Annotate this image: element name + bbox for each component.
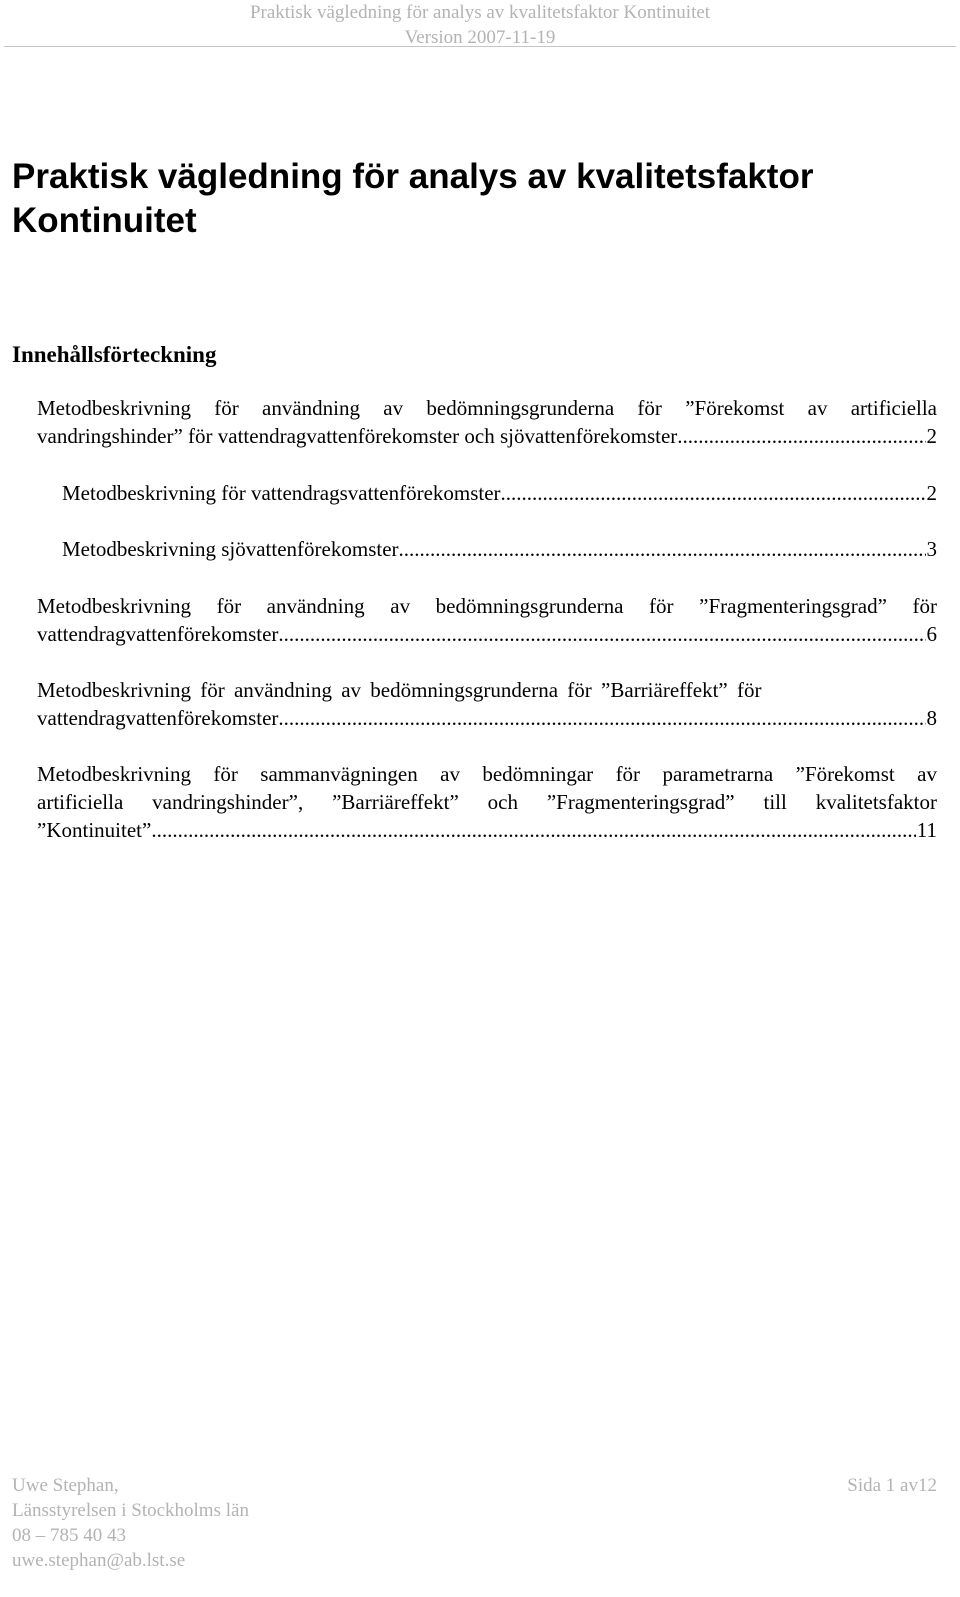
header-divider	[4, 46, 956, 47]
dot-leader	[278, 704, 925, 732]
page-footer	[12, 1473, 937, 1573]
toc-entry-fragmentering[interactable]	[37, 592, 937, 648]
document-title: Praktisk vägledning för analys av kvalitetsfaktor Kontinuitet	[12, 157, 814, 240]
toc-entry-text: vattendragvattenförekomster	[37, 622, 279, 646]
toc-page-number: 2	[926, 481, 937, 505]
footer-author-name: Uwe Stephan,	[12, 1475, 119, 1496]
footer-phone: 08 – 785 40 43	[12, 1525, 126, 1546]
toc-entry-text: Metodbeskrivning för användning av bedömningsgrunderna för ”Barriäreffekt” för	[37, 678, 762, 702]
toc-entry-sjo[interactable]	[62, 535, 937, 563]
toc-page-number: 11	[916, 818, 937, 842]
footer-page-number: Sida 1 av12	[847, 1475, 937, 1496]
toc-page-number: 2	[926, 424, 937, 448]
dot-leader	[278, 620, 925, 648]
running-header-version: Version 2007-11-19	[404, 27, 556, 48]
toc-entry-text: artificiella vandringshinder”, ”Barriäreffekt” och ”Fragmenteringsgrad” till kvalitetsfaktor	[37, 790, 937, 814]
toc-heading: Innehållsförteckning	[12, 342, 217, 367]
toc-page-number: 6	[926, 622, 937, 646]
footer-email: uwe.stephan@ab.lst.se	[12, 1550, 186, 1571]
toc-entry-sammanvagning[interactable]	[37, 760, 937, 844]
toc-entry-text: Metodbeskrivning för användning av bedömningsgrunderna för ”Fragmenteringsgrad” för	[37, 594, 937, 618]
dot-leader	[677, 422, 925, 450]
toc-entry-text: ”Kontinuitet”	[37, 818, 152, 842]
toc-entry-text: Metodbeskrivning för sammanvägningen av bedömningar för parametrarna ”Förekomst av	[37, 762, 937, 786]
running-header	[0, 0, 960, 50]
toc-entry-text: Metodbeskrivning för användning av bedömningsgrunderna för ”Förekomst av artificiella	[37, 396, 937, 420]
toc-entry-barriareffekt[interactable]	[37, 676, 937, 732]
dot-leader	[151, 816, 915, 844]
toc-entry-text: vattendragvattenförekomster	[37, 706, 279, 730]
toc-page-number: 8	[926, 706, 937, 730]
toc-entry-text: Metodbeskrivning för vattendragsvattenförekomster	[62, 481, 501, 505]
toc-entry-text: vandringshinder” för vattendragvattenförekomster och sjövattenförekomster	[37, 424, 678, 448]
toc-page-number: 3	[926, 537, 937, 561]
toc-entry-forekomst[interactable]	[37, 394, 937, 450]
footer-organization: Länsstyrelsen i Stockholms län	[12, 1500, 249, 1521]
dot-leader	[501, 479, 926, 507]
running-header-title: Praktisk vägledning för analys av kvalitetsfaktor Kontinuitet	[249, 2, 711, 23]
toc-entry-vattendrag[interactable]	[62, 479, 937, 507]
dot-leader	[399, 535, 926, 563]
toc-entry-text: Metodbeskrivning sjövattenförekomster	[62, 537, 399, 561]
